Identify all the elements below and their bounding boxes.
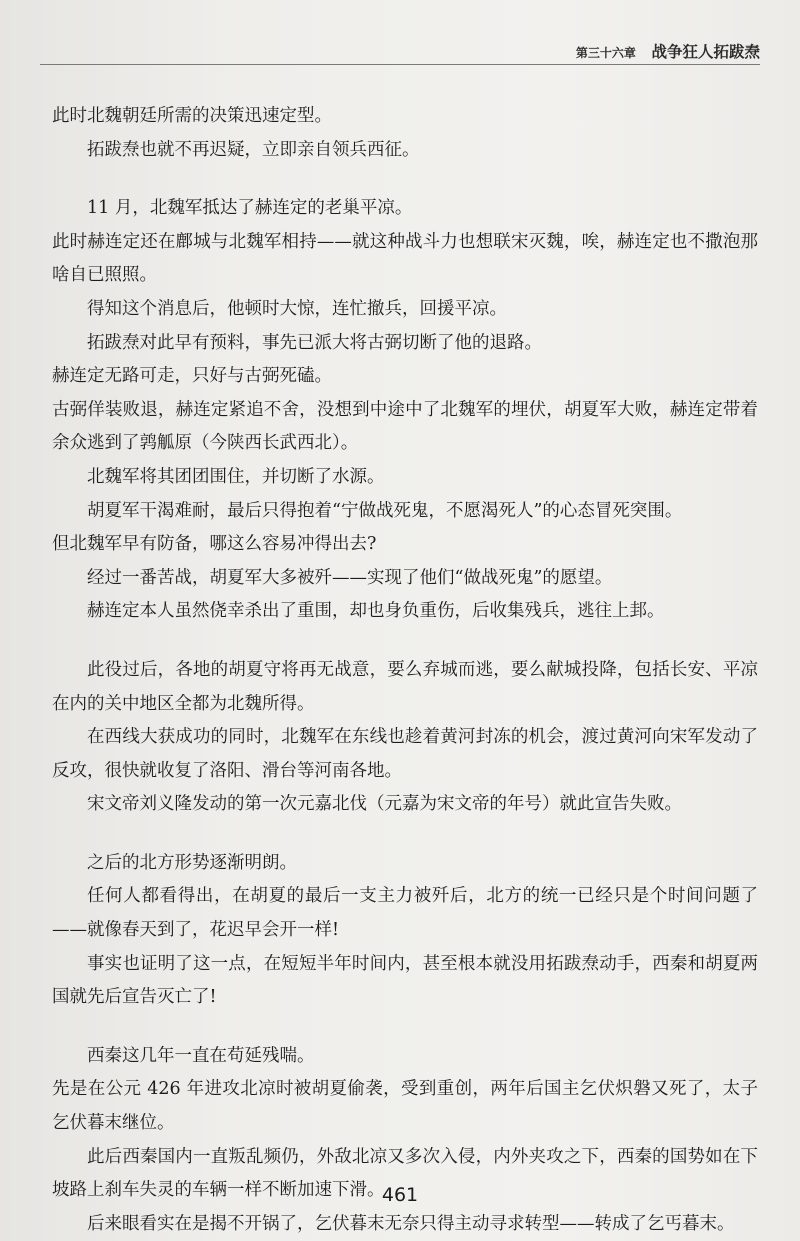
chapter-title: 战争狂人拓跋焘: [651, 43, 760, 61]
paragraph: 北魏军将其团团围住，并切断了水源。: [87, 466, 385, 487]
paragraph: 拓跋焘对此早有预料，事先已派大将古弼切断了他的退路。: [87, 332, 542, 353]
paragraph: 赫连定本人虽然侥幸杀出了重围，却也身负重伤，后收集残兵，逃往上邽。: [87, 601, 665, 622]
paragraph: 西秦这几年一直在苟延残喘。: [87, 1045, 315, 1066]
header-rule: [40, 64, 760, 65]
paragraph: 但北魏军早有防备，哪这么容易冲得出去?: [52, 534, 377, 555]
paragraph: 事实也证明了这一点，在短短半年时间内，甚至根本就没用拓跋焘动手，西秦和胡夏两国就先后宣告灭亡了!: [52, 953, 758, 1008]
paragraph: 任何人都看得出，在胡夏的最后一支主力被歼后，北方的统一已经只是个时间问题了——就像春天到了，花迟早会开一样!: [52, 886, 758, 941]
paragraph: 此时赫连定还在鄜城与北魏军相持——就这种战斗力也想联宋灭魏，唉，赫连定也不撒泡那啥自已照照。: [52, 231, 758, 286]
body-text: [52, 100, 758, 1241]
paragraph: 后来眼看实在是揭不开锅了，乞伏暮末无奈只得主动寻求转型——转成了乞丐暮末。: [87, 1213, 735, 1234]
paragraph: 在西线大获成功的同时，北魏军在东线也趁着黄河封冻的机会，渡过黄河向宋军发动了反攻，很快就收复了洛阳、滑台等河南各地。: [52, 727, 758, 781]
paragraph: 此时北魏朝廷所需的决策迅速定型。: [52, 106, 332, 126]
paragraph: 宋文帝刘义隆发动的第一次元嘉北伐（元嘉为宋文帝的年号）就此宣告失败。: [87, 794, 682, 815]
paragraph: 拓跋焘也就不再迟疑，立即亲自领兵西征。: [87, 139, 420, 160]
paragraph: 之后的北方形势逐渐明朗。: [87, 852, 297, 873]
paragraph: 得知这个消息后，他顿时大惊，连忙撤兵，回援平凉。: [87, 298, 507, 319]
paragraph: 此役过后，各地的胡夏守将再无战意，要么弃城而逃，要么献城投降，包括长安、平凉在内的关中地区全都为北魏所得。: [52, 659, 758, 714]
paragraph: 赫连定无路可走，只好与古弼死磕。: [52, 366, 332, 387]
chapter-number: 第三十六章: [575, 46, 636, 60]
page-number: 461: [381, 1184, 419, 1206]
paragraph: 经过一番苦战，胡夏军大多被歼——实现了他们“做战死鬼”的愿望。: [87, 567, 613, 588]
running-header: [560, 40, 760, 62]
paragraph: 胡夏军干渴难耐，最后只得抱着“宁做战死鬼，不愿渴死人”的心态冒死突围。: [87, 500, 683, 521]
paragraph: 此后西秦国内一直叛乱频仍，外敌北凉又多次入侵，内外夹攻之下，西秦的国势如在下坡路上刹车失灵的车辆一样不断加速下滑。: [52, 1146, 758, 1201]
paragraph: 11 月，北魏军抵达了赫连定的老巢平凉。: [87, 198, 413, 219]
paragraph: 先是在公元 426 年进攻北凉时被胡夏偷袭，受到重创，两年后国主乞伏炽磐又死了，太子乞伏暮末继位。: [52, 1079, 758, 1134]
paragraph: 古弼佯装败退，赫连定紧追不舍，没想到中途中了北魏军的埋伏，胡夏军大败，赫连定带着余众逃到了鹑觚原（今陕西长武西北）。: [52, 399, 758, 454]
